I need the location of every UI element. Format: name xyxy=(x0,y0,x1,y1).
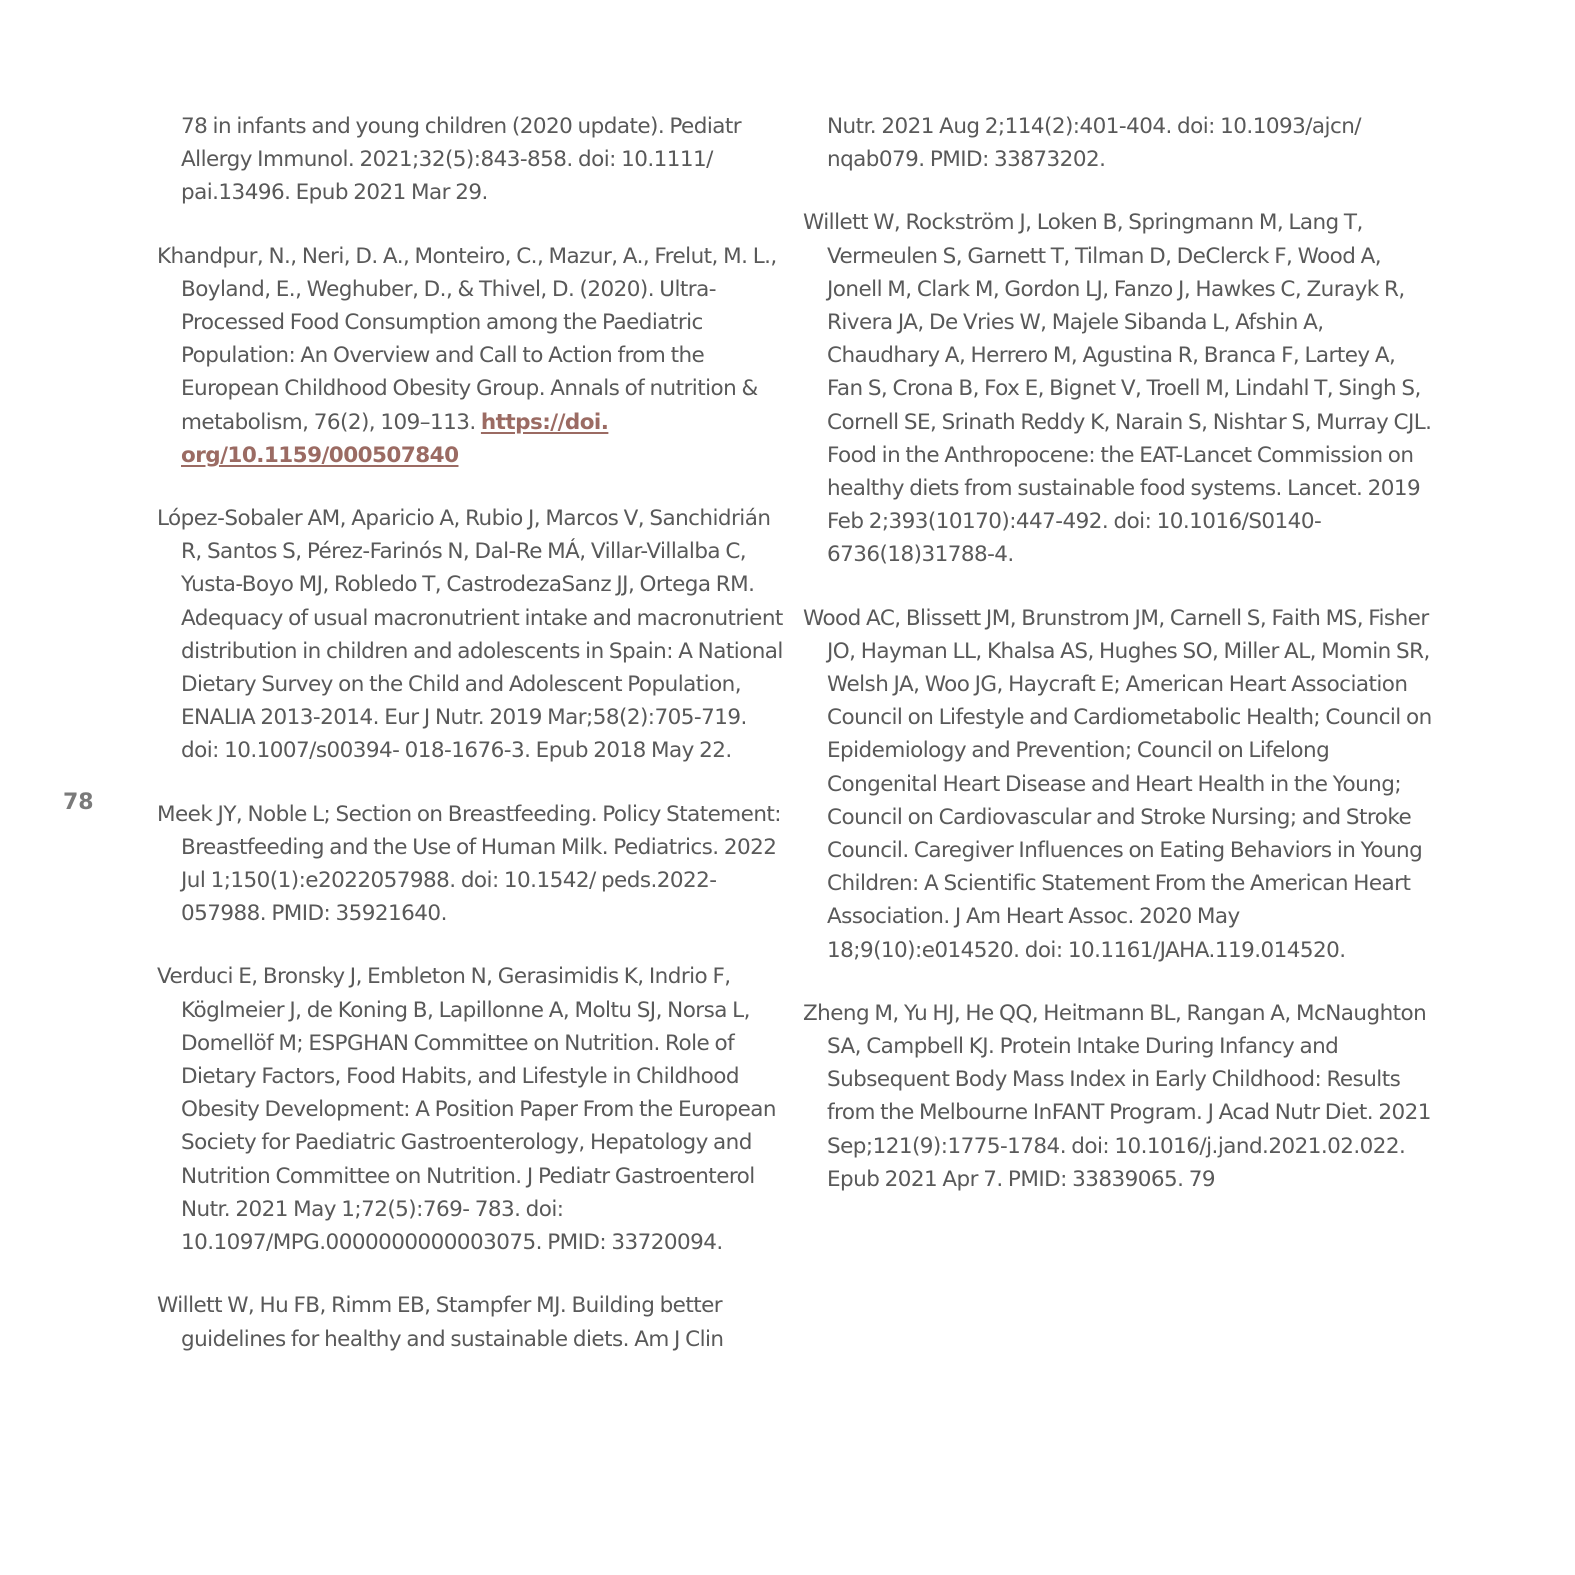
reference-text: 78 in infants and young children (2020 update). Pediatr Allergy Immunol. 2021;32(5):843-858. doi: 10.1111/ pai.13496. Epub 2021 Mar 29. xyxy=(181,114,742,206)
reference-column-right xyxy=(803,110,1433,1226)
doi-link[interactable]: https://doi. org/10.1159/000507840 xyxy=(181,409,609,468)
reference-entry xyxy=(803,206,1433,571)
reference-text: López-Sobaler AM, Aparicio A, Rubio J, Marcos V, Sanchidrián R, Santos S, Pérez-Farinós N, Dal-Re MÁ, Villar-Villalba C, Yusta-Boyo MJ, Robledo T, CastrodezaSanz JJ, Ortega RM. Adequacy of usual macronutrient intake and macronutrient distribution in children and adolescents in Spain: A National Dietary Survey on the Child and Adolescent Population, ENALIA 2013-2014. Eur J Nutr. 2019 Mar;58(2):705-719. doi: 10.1007/s00394- 018-1676-3. Epub 2018 May 22. xyxy=(157,506,783,764)
reference-text: Willett W, Hu FB, Rimm EB, Stampfer MJ. Building better guidelines for healthy and sustainable diets. Am J Clin xyxy=(157,1293,724,1352)
reference-column-left xyxy=(157,110,787,1386)
reference-text: Verduci E, Bronsky J, Embleton N, Gerasimidis K, Indrio F, Köglmeier J, de Koning B, Lapillonne A, Moltu SJ, Norsa L, Domellöf M; ESPGHAN Committee on Nutrition. Role of Dietary Factors, Food Habits, and Lifestyle in Childhood Obesity Development: A Position Paper From the European Society for Paediatric Gastroenterology, Hepatology and Nutrition Committee on Nutrition. J Pediatr Gastroenterol Nutr. 2021 May 1;72(5):769- 783. doi: 10.1097/MPG.0000000000003075. PMID: 33720094. xyxy=(157,964,776,1256)
reference-entry xyxy=(803,110,1433,176)
reference-entry xyxy=(803,602,1433,967)
reference-entry xyxy=(157,502,787,768)
reference-entry xyxy=(157,110,787,210)
reference-entry xyxy=(157,798,787,931)
reference-text: Wood AC, Blissett JM, Brunstrom JM, Carnell S, Faith MS, Fisher JO, Hayman LL, Khalsa AS, Hughes SO, Miller AL, Momin SR, Welsh JA, Woo JG, Haycraft E; American Heart Association Council on Lifestyle and Cardiometabolic Health; Council on Epidemiology and Prevention; Council on Lifelong Congenital Heart Disease and Heart Health in the Young; Council on Cardiovascular and Stroke Nursing; and Stroke Council. Caregiver Influences on Eating Behaviors in Young Children: A Scientific Statement From the American Heart Association. J Am Heart Assoc. 2020 May 18;9(10):e014520. doi: 10.1161/JAHA.119.014520. xyxy=(803,605,1432,963)
reference-text: Khandpur, N., Neri, D. A., Monteiro, C., Mazur, A., Frelut, M. L., Boyland, E., Weghuber, D., & Thivel, D. (2020). Ultra-Processed Food Consumption among the Paediatric Population: An Overview and Call to Action from the European Childhood Obesity Group. Annals of nutrition & metabolism, 76(2), 109–113. xyxy=(157,243,777,435)
page-number: 78 xyxy=(63,790,94,815)
reference-text: Willett W, Rockström J, Loken B, Springmann M, Lang T, Vermeulen S, Garnett T, Tilman D, DeClerck F, Wood A, Jonell M, Clark M, Gordon LJ, Fanzo J, Hawkes C, Zurayk R, Rivera JA, De Vries W, Majele Sibanda L, Afshin A, Chaudhary A, Herrero M, Agustina R, Branca F, Lartey A, Fan S, Crona B, Fox E, Bignet V, Troell M, Lindahl T, Singh S, Cornell SE, Srinath Reddy K, Narain S, Nishtar S, Murray CJL. Food in the Anthropocene: the EAT-Lancet Commission on healthy diets from sustainable food systems. Lancet. 2019 Feb 2;393(10170):447-492. doi: 10.1016/S0140-6736(18)31788-4. xyxy=(803,210,1432,568)
reference-entry xyxy=(157,960,787,1259)
reference-text: Zheng M, Yu HJ, He QQ, Heitmann BL, Rangan A, McNaughton SA, Campbell KJ. Protein Intake During Infancy and Subsequent Body Mass Index in Early Childhood: Results from the Melbourne InFANT Program. J Acad Nutr Diet. 2021 Sep;121(9):1775-1784. doi: 10.1016/j.jand.2021.02.022. Epub 2021 Apr 7. PMID: 33839065. 79 xyxy=(803,1000,1431,1192)
reference-text: Meek JY, Noble L; Section on Breastfeeding. Policy Statement: Breastfeeding and the Use of Human Milk. Pediatrics. 2022 Jul 1;150(1):e2022057988. doi: 10.1542/ peds.2022-057988. PMID: 35921640. xyxy=(157,801,781,927)
reference-entry xyxy=(157,1289,787,1355)
reference-entry xyxy=(803,997,1433,1196)
reference-text: Nutr. 2021 Aug 2;114(2):401-404. doi: 10.1093/ajcn/ nqab079. PMID: 33873202. xyxy=(827,114,1361,173)
reference-entry xyxy=(157,240,787,472)
